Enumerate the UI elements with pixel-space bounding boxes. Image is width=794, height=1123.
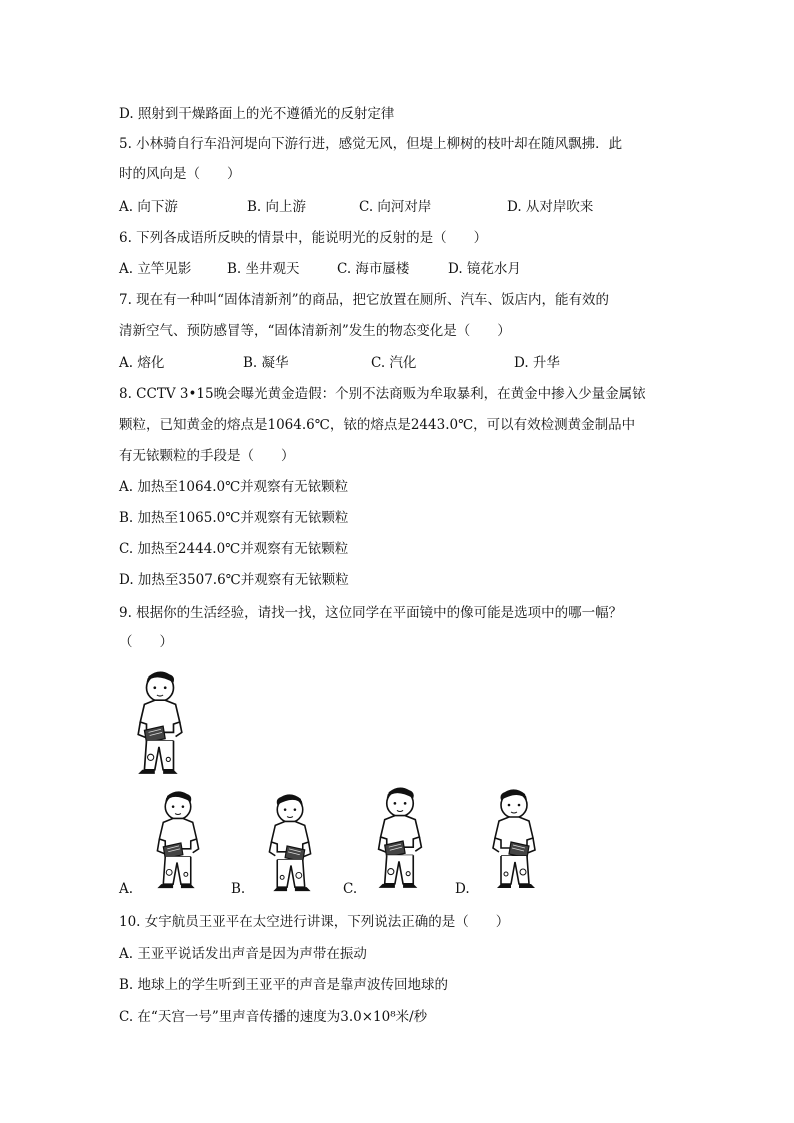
q7-stem-line1: 7. 现在有一种叫“固体清新剂”的商品，把它放置在厕所、汽车、饭店内，能有效的	[119, 292, 609, 308]
q6-option-b: B. 坐井观天	[227, 261, 300, 277]
q10-option-b: B. 地球上的学生听到王亚平的声音是靠声波传回地球的	[119, 977, 449, 993]
q8-option-b: B. 加热至1065.0℃并观察有无铱颗粒	[119, 510, 349, 526]
q10-option-a: A. 王亚平说话发出声音是因为声带在振动	[119, 946, 367, 962]
q8-option-c: C. 加热至2444.0℃并观察有无铱颗粒	[119, 541, 349, 557]
q9-original-figure	[120, 668, 200, 776]
q10-stem: 10. 女宇航员王亚平在太空进行讲课，下列说法正确的是（ ）	[119, 914, 510, 930]
q8-option-d: D. 加热至3507.6℃并观察有无铱颗粒	[119, 572, 349, 588]
q7-option-d: D. 升华	[514, 355, 560, 371]
q7-option-b: B. 凝华	[243, 355, 289, 371]
q5-stem-line2: 时的风向是（ ）	[119, 166, 241, 182]
q6-option-d: D. 镜花水月	[448, 261, 521, 277]
q5-option-b: B. 向上游	[247, 199, 307, 215]
q9-option-c-figure	[362, 786, 438, 892]
q9-option-b-label: B.	[231, 881, 246, 897]
q8-stem-line3: 有无铱颗粒的手段是（ ）	[119, 448, 295, 464]
q5-stem-line1: 5. 小林骑自行车沿河堤向下游行进，感觉无风，但堤上柳树的枝叶却在随风飘拂．此	[119, 136, 623, 152]
q9-option-d-label: D.	[455, 881, 470, 897]
q9-option-a-figure	[140, 790, 216, 892]
q9-option-c-label: C.	[343, 881, 358, 897]
q6-option-a: A. 立竿见影	[119, 261, 192, 277]
q5-options	[119, 198, 593, 216]
q6-stem: 6. 下列各成语所反映的情景中，能说明光的反射的是（ ）	[119, 230, 488, 246]
q4-option-d: D. 照射到干燥路面上的光不遵循光的反射定律	[119, 106, 395, 122]
q9-option-a-label: A.	[119, 881, 134, 897]
q6-option-c: C. 海市蜃楼	[337, 261, 410, 277]
q7-options	[119, 354, 560, 372]
q7-stem-line2: 清新空气、预防感冒等，“固体清新剂”发生的物态变化是（ ）	[119, 323, 511, 339]
q5-option-d: D. 从对岸吹来	[507, 199, 594, 215]
q9-option-d-figure	[476, 788, 552, 892]
q9-stem-line1: 9. 根据你的生活经验，请找一找，这位同学在平面镜中的像可能是选项中的哪一幅？	[119, 605, 623, 621]
q6-options	[119, 260, 521, 278]
q7-option-c: C. 汽化	[371, 355, 417, 371]
q5-option-c: C. 向河对岸	[359, 199, 432, 215]
q10-option-c: C. 在“天宫一号”里声音传播的速度为3.0×10⁸米/秒	[119, 1009, 428, 1025]
q7-option-a: A. 熔化	[119, 355, 165, 371]
q8-stem-line2: 颗粒，已知黄金的熔点是1064.6℃，铱的熔点是2443.0℃，可以有效检测黄金制品中	[119, 417, 636, 433]
q8-option-a: A. 加热至1064.0℃并观察有无铱颗粒	[119, 479, 349, 495]
q9-stem-line2: （ ）	[119, 634, 173, 650]
q9-option-b-figure	[252, 793, 328, 895]
q8-stem-line1: 8. CCTV 3•15晚会曝光黄金造假：个别不法商贩为牟取暴利，在黄金中掺入少量金属铱	[119, 386, 646, 402]
q5-option-a: A. 向下游	[119, 199, 178, 215]
